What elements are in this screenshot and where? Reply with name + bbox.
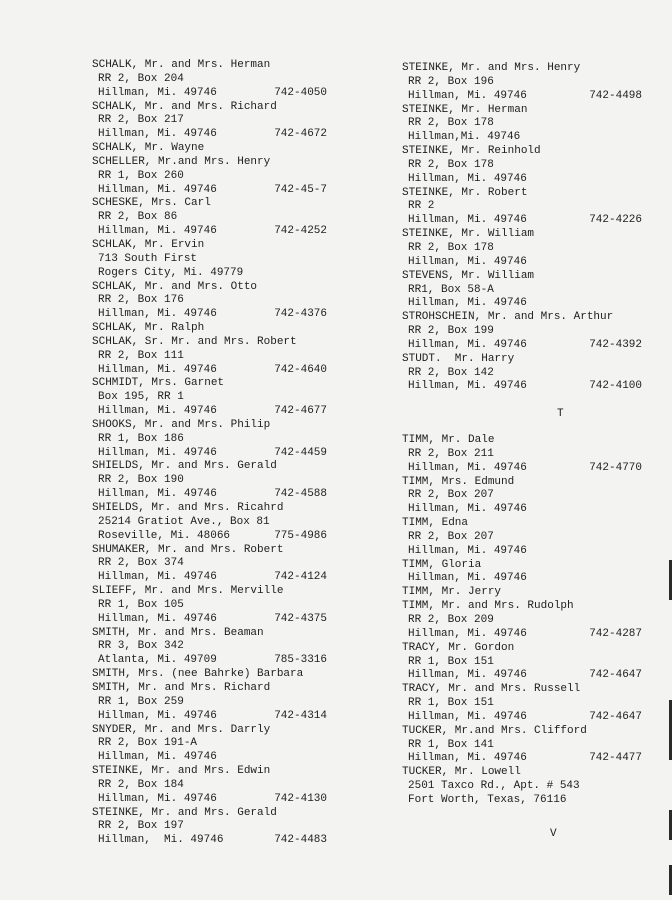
directory-entry	[92, 724, 327, 766]
directory-entry	[92, 502, 327, 544]
entry-city-line	[402, 339, 642, 353]
directory-entry	[402, 683, 642, 725]
entry-city-line	[92, 710, 327, 724]
entry-city: Hillman, Mi. 49746	[98, 86, 217, 99]
entry-city-line	[402, 794, 642, 808]
entry-city-line	[402, 545, 642, 559]
entry-name: SHUMAKER, Mr. and Mrs. Robert	[92, 543, 284, 556]
entry-name: SNYDER, Mr. and Mrs. Darrly	[92, 723, 271, 736]
directory-entry	[402, 600, 642, 642]
entry-city-line	[92, 405, 327, 419]
entry-address: RR 2, Box 178	[408, 117, 494, 130]
entry-city: Atlanta, Mi. 49709	[98, 654, 217, 667]
entry-city-line	[92, 530, 327, 544]
entry-address: RR 2, Box 196	[408, 75, 494, 88]
entry-name: STEINKE, Mr. Herman	[402, 103, 528, 116]
entry-city-line	[92, 447, 327, 461]
entry-name: SCHALK, Mr. Wayne	[92, 142, 205, 155]
entry-address: RR 2, Box 374	[98, 557, 184, 570]
entry-name: SCHLAK, Mr. Ervin	[92, 238, 205, 251]
entry-city: Hillman, Mi. 49746	[408, 572, 527, 585]
entry-city: Hillman, Mi. 49746	[98, 363, 217, 376]
entry-city-line	[92, 793, 327, 807]
entry-name: SCHLAK, Sr. Mr. and Mrs. Robert	[92, 335, 297, 348]
entry-name: STEINKE, Mr. and Mrs. Henry	[402, 62, 581, 74]
entry-name: STEINKE, Mr. Robert	[402, 186, 528, 199]
entry-phone: 742-4287	[589, 627, 642, 640]
entry-city-line	[402, 669, 642, 683]
directory-entry	[402, 766, 642, 808]
entry-name: TRACY, Mr. Gordon	[402, 641, 515, 654]
entry-city: Roseville, Mi. 48066	[98, 529, 231, 542]
entry-city-line	[92, 128, 327, 142]
entry-city: Rogers City, Mi. 49779	[98, 266, 244, 279]
entry-city: Hillman, Mi. 49746	[98, 488, 217, 501]
entry-phone: 742-45-7	[274, 183, 327, 196]
entry-city: Hillman, Mi. 49746	[98, 751, 217, 764]
entry-name: SCHALK, Mr. and Mrs. Herman	[92, 59, 271, 71]
directory-entry	[92, 544, 327, 586]
entry-address: RR 2, Box 197	[98, 820, 184, 833]
entry-city-line	[402, 462, 642, 476]
directory-entry	[92, 668, 327, 682]
directory-entry	[402, 353, 642, 395]
entry-city-line	[92, 364, 327, 378]
directory-entry	[402, 228, 642, 270]
entry-name: SMITH, Mr. and Mrs. Richard	[92, 681, 271, 694]
section-letter-v: V	[550, 828, 557, 840]
entry-city: Hillman, Mi. 49746	[98, 571, 217, 584]
entry-address: RR 2	[408, 200, 435, 213]
directory-entry	[92, 585, 327, 627]
entry-name: SCHLAK, Mr. Ralph	[92, 322, 205, 335]
entry-phone: 742-4640	[274, 363, 327, 376]
entry-phone: 742-4677	[274, 405, 327, 418]
entry-address: 25214 Gratiot Ave., Box 81	[98, 515, 270, 528]
entry-name: STUDT. Mr. Harry	[402, 352, 515, 365]
entry-phone: 742-4124	[274, 571, 327, 584]
directory-entry	[92, 682, 327, 724]
entry-city-line	[92, 87, 327, 101]
entry-city-line	[402, 380, 642, 394]
entry-name: TIMM, Mrs. Edmund	[402, 475, 515, 488]
directory-entry	[92, 142, 327, 156]
entry-phone: 742-4498	[589, 89, 642, 102]
directory-entry	[92, 156, 327, 198]
entry-phone: 742-4252	[274, 225, 327, 238]
entry-address: RR 2, Box 184	[98, 778, 184, 791]
directory-entry	[92, 336, 327, 378]
entry-name: SHOOKS, Mr. and Mrs. Philip	[92, 418, 271, 431]
entry-city: Hillman, Mi. 49746	[98, 128, 217, 141]
entry-name: SHIELDS, Mr. and Mrs. Ricahrd	[92, 502, 284, 514]
entry-phone: 742-4375	[274, 612, 327, 625]
entry-city-line	[402, 711, 642, 725]
entry-city: Hillman, Mi. 49746	[408, 627, 527, 640]
entry-city-line	[92, 834, 327, 848]
entry-address: RR 2, Box 207	[408, 530, 494, 543]
directory-entry	[402, 311, 642, 353]
entry-address: RR 2, Box 142	[408, 366, 494, 379]
entry-city-line	[92, 654, 327, 668]
entry-city-line	[402, 131, 642, 145]
entry-city: Hillman, Mi. 49746	[98, 446, 217, 459]
entry-name: SLIEFF, Mr. and Mrs. Merville	[92, 585, 284, 598]
entry-city: Hillman, Mi. 49746	[98, 308, 217, 321]
directory-entry	[92, 765, 327, 807]
directory-entry	[402, 270, 642, 312]
entry-phone: 742-4672	[274, 128, 327, 141]
entry-address: RR 2, Box 178	[408, 241, 494, 254]
directory-entry	[92, 627, 327, 669]
entry-name: TIMM, Mr. Dale	[402, 434, 495, 446]
entry-name: SCHESKE, Mrs. Carl	[92, 197, 211, 210]
entry-phone: 742-4477	[589, 752, 642, 765]
entry-city: Hillman, Mi. 49746	[408, 214, 527, 227]
entry-phone: 742-4588	[274, 488, 327, 501]
entry-city-line	[92, 184, 327, 198]
directory-entry	[92, 322, 327, 336]
directory-entry	[402, 145, 642, 187]
entry-name: TUCKER, Mr.and Mrs. Clifford	[402, 724, 587, 737]
entry-address: RR 2, Box 178	[408, 158, 494, 171]
left-column	[92, 59, 327, 848]
entry-name: SCHALK, Mr. and Mrs. Richard	[92, 100, 277, 113]
entry-city: Hillman, Mi. 49746	[408, 710, 527, 723]
entry-phone: 742-4483	[274, 834, 327, 847]
directory-entry	[92, 101, 327, 143]
directory-entry	[92, 419, 327, 461]
entry-address: RR 2, Box 204	[98, 72, 184, 85]
entry-city-line	[402, 173, 642, 187]
entry-city: Hillman, Mi. 49746	[98, 612, 217, 625]
entry-city-line	[92, 308, 327, 322]
entry-city-line	[92, 267, 327, 281]
directory-entry	[92, 59, 327, 101]
entry-name: STEINKE, Mr. and Mrs. Gerald	[92, 806, 277, 819]
entry-phone: 742-4647	[589, 669, 642, 682]
entry-address: RR 1, Box 186	[98, 432, 184, 445]
directory-entry	[402, 517, 642, 559]
entry-address: RR 2, Box 191-A	[98, 737, 198, 750]
entry-city: Hillman,Mi. 49746	[408, 131, 521, 144]
entry-address: RR 1, Box 141	[408, 738, 494, 751]
entry-address: RR 1, Box 151	[408, 697, 494, 710]
entry-name: SCHMIDT, Mrs. Garnet	[92, 377, 225, 390]
entry-city: Hillman, Mi. 49746	[408, 338, 527, 351]
entry-city-line	[402, 503, 642, 517]
directory-entry	[402, 187, 642, 229]
directory-entry	[92, 197, 327, 239]
entry-city: Hillman, Mi. 49746	[408, 544, 527, 557]
entry-city-line	[92, 613, 327, 627]
entry-address: RR 1, Box 260	[98, 169, 184, 182]
entry-address: RR1, Box 58-A	[408, 283, 494, 296]
entry-address: RR 2, Box 211	[408, 447, 494, 460]
entry-city: Hillman, Mi. 49746	[408, 255, 527, 268]
entry-address: RR 3, Box 342	[98, 640, 184, 653]
entry-city: Hillman, Mi. 49746	[408, 89, 527, 102]
directory-entry	[92, 281, 327, 323]
entry-address: RR 2, Box 209	[408, 613, 494, 626]
entry-city: Hillman, Mi. 49746	[98, 405, 217, 418]
entry-address: RR 2, Box 217	[98, 114, 184, 127]
entry-address: RR 1, Box 105	[98, 598, 184, 611]
entry-address: 713 South First	[98, 252, 198, 265]
entry-city: Hillman, Mi. 49746	[408, 503, 527, 516]
directory-entry	[402, 434, 642, 476]
entry-name: STEINKE, Mr. Reinhold	[402, 145, 541, 158]
directory-entry	[402, 476, 642, 518]
entry-address: RR 1, Box 151	[408, 655, 494, 668]
entry-name: SMITH, Mrs. (nee Bahrke) Barbara	[92, 668, 304, 681]
entry-phone: 742-4100	[589, 380, 642, 393]
entry-name: SMITH, Mr. and Mrs. Beaman	[92, 626, 264, 639]
directory-entry	[402, 104, 642, 146]
entry-city: Fort Worth, Texas, 76116	[408, 793, 567, 806]
entry-city: Hillman, Mi. 49746	[98, 183, 217, 196]
directory-entry	[402, 62, 642, 104]
directory-entry	[92, 239, 327, 281]
entry-city: Hillman, Mi. 49746	[408, 297, 527, 310]
entry-name: TIMM, Gloria	[402, 558, 482, 571]
entry-city-line	[402, 256, 642, 270]
directory-entry	[92, 460, 327, 502]
entry-phone: 742-4770	[589, 461, 642, 474]
entry-address: RR 2, Box 111	[98, 349, 184, 362]
entry-name: STEINKE, Mr. William	[402, 228, 535, 241]
entry-address: Box 195, RR 1	[98, 391, 184, 404]
entry-phone: 742-4226	[589, 214, 642, 227]
entry-name: STEINKE, Mr. and Mrs. Edwin	[92, 765, 271, 778]
entry-phone: 742-4376	[274, 308, 327, 321]
entry-name: TIMM, Edna	[402, 517, 469, 530]
entry-city-line	[92, 225, 327, 239]
directory-entry	[402, 559, 642, 587]
entry-city: Hillman, Mi. 49746	[408, 380, 527, 393]
entry-phone: 742-4130	[274, 792, 327, 805]
entry-city: Hillman, Mi. 49746	[98, 834, 224, 847]
section-letter-t: T	[557, 408, 564, 420]
entry-name: SHIELDS, Mr. and Mrs. Gerald	[92, 460, 277, 473]
entry-city-line	[402, 628, 642, 642]
entry-phone: 742-4314	[274, 709, 327, 722]
directory-entry	[402, 586, 642, 600]
entry-city-line	[402, 90, 642, 104]
entry-name: TRACY, Mr. and Mrs. Russell	[402, 683, 581, 696]
entry-name: STEVENS, Mr. William	[402, 269, 535, 282]
entry-phone: 785-3316	[274, 654, 327, 667]
right-column-s	[402, 62, 642, 394]
entry-address: RR 2, Box 207	[408, 489, 494, 502]
entry-city: Hillman, Mi. 49746	[408, 752, 527, 765]
entry-city-line	[92, 751, 327, 765]
directory-entry	[402, 725, 642, 767]
entry-address: 2501 Taxco Rd., Apt. # 543	[408, 780, 580, 793]
entry-city-line	[402, 572, 642, 586]
entry-city: Hillman, Mi. 49746	[408, 669, 527, 682]
entry-phone: 742-4392	[589, 338, 642, 351]
entry-name: SCHLAK, Mr. and Mrs. Otto	[92, 280, 258, 293]
entry-name: STROHSCHEIN, Mr. and Mrs. Arthur	[402, 311, 614, 324]
entry-city-line	[402, 297, 642, 311]
entry-name: TUCKER, Mr. Lowell	[402, 766, 521, 779]
entry-city: Hillman, Mi. 49746	[98, 225, 217, 238]
entry-city-line	[402, 752, 642, 766]
entry-name: SCHELLER, Mr.and Mrs. Henry	[92, 155, 271, 168]
entry-address: RR 1, Box 259	[98, 695, 184, 708]
entry-phone: 742-4459	[274, 446, 327, 459]
entry-city-line	[402, 214, 642, 228]
entry-city: Hillman, Mi. 49746	[98, 709, 217, 722]
entry-name: TIMM, Mr. Jerry	[402, 586, 502, 599]
entry-name: TIMM, Mr. and Mrs. Rudolph	[402, 600, 574, 613]
entry-phone: 742-4050	[274, 86, 327, 99]
right-column-t	[402, 434, 642, 808]
entry-phone: 775-4986	[274, 529, 327, 542]
directory-entry	[402, 642, 642, 684]
entry-city-line	[92, 488, 327, 502]
entry-city-line	[92, 571, 327, 585]
entry-city: Hillman, Mi. 49746	[408, 172, 527, 185]
entry-address: RR 2, Box 86	[98, 211, 178, 224]
directory-entry	[92, 807, 327, 849]
directory-entry	[92, 377, 327, 419]
entry-address: RR 2, Box 176	[98, 294, 184, 307]
entry-city: Hillman, Mi. 49746	[408, 461, 527, 474]
entry-phone: 742-4647	[589, 710, 642, 723]
entry-city: Hillman, Mi. 49746	[98, 792, 217, 805]
entry-address: RR 2, Box 190	[98, 474, 184, 487]
entry-address: RR 2, Box 199	[408, 325, 494, 338]
